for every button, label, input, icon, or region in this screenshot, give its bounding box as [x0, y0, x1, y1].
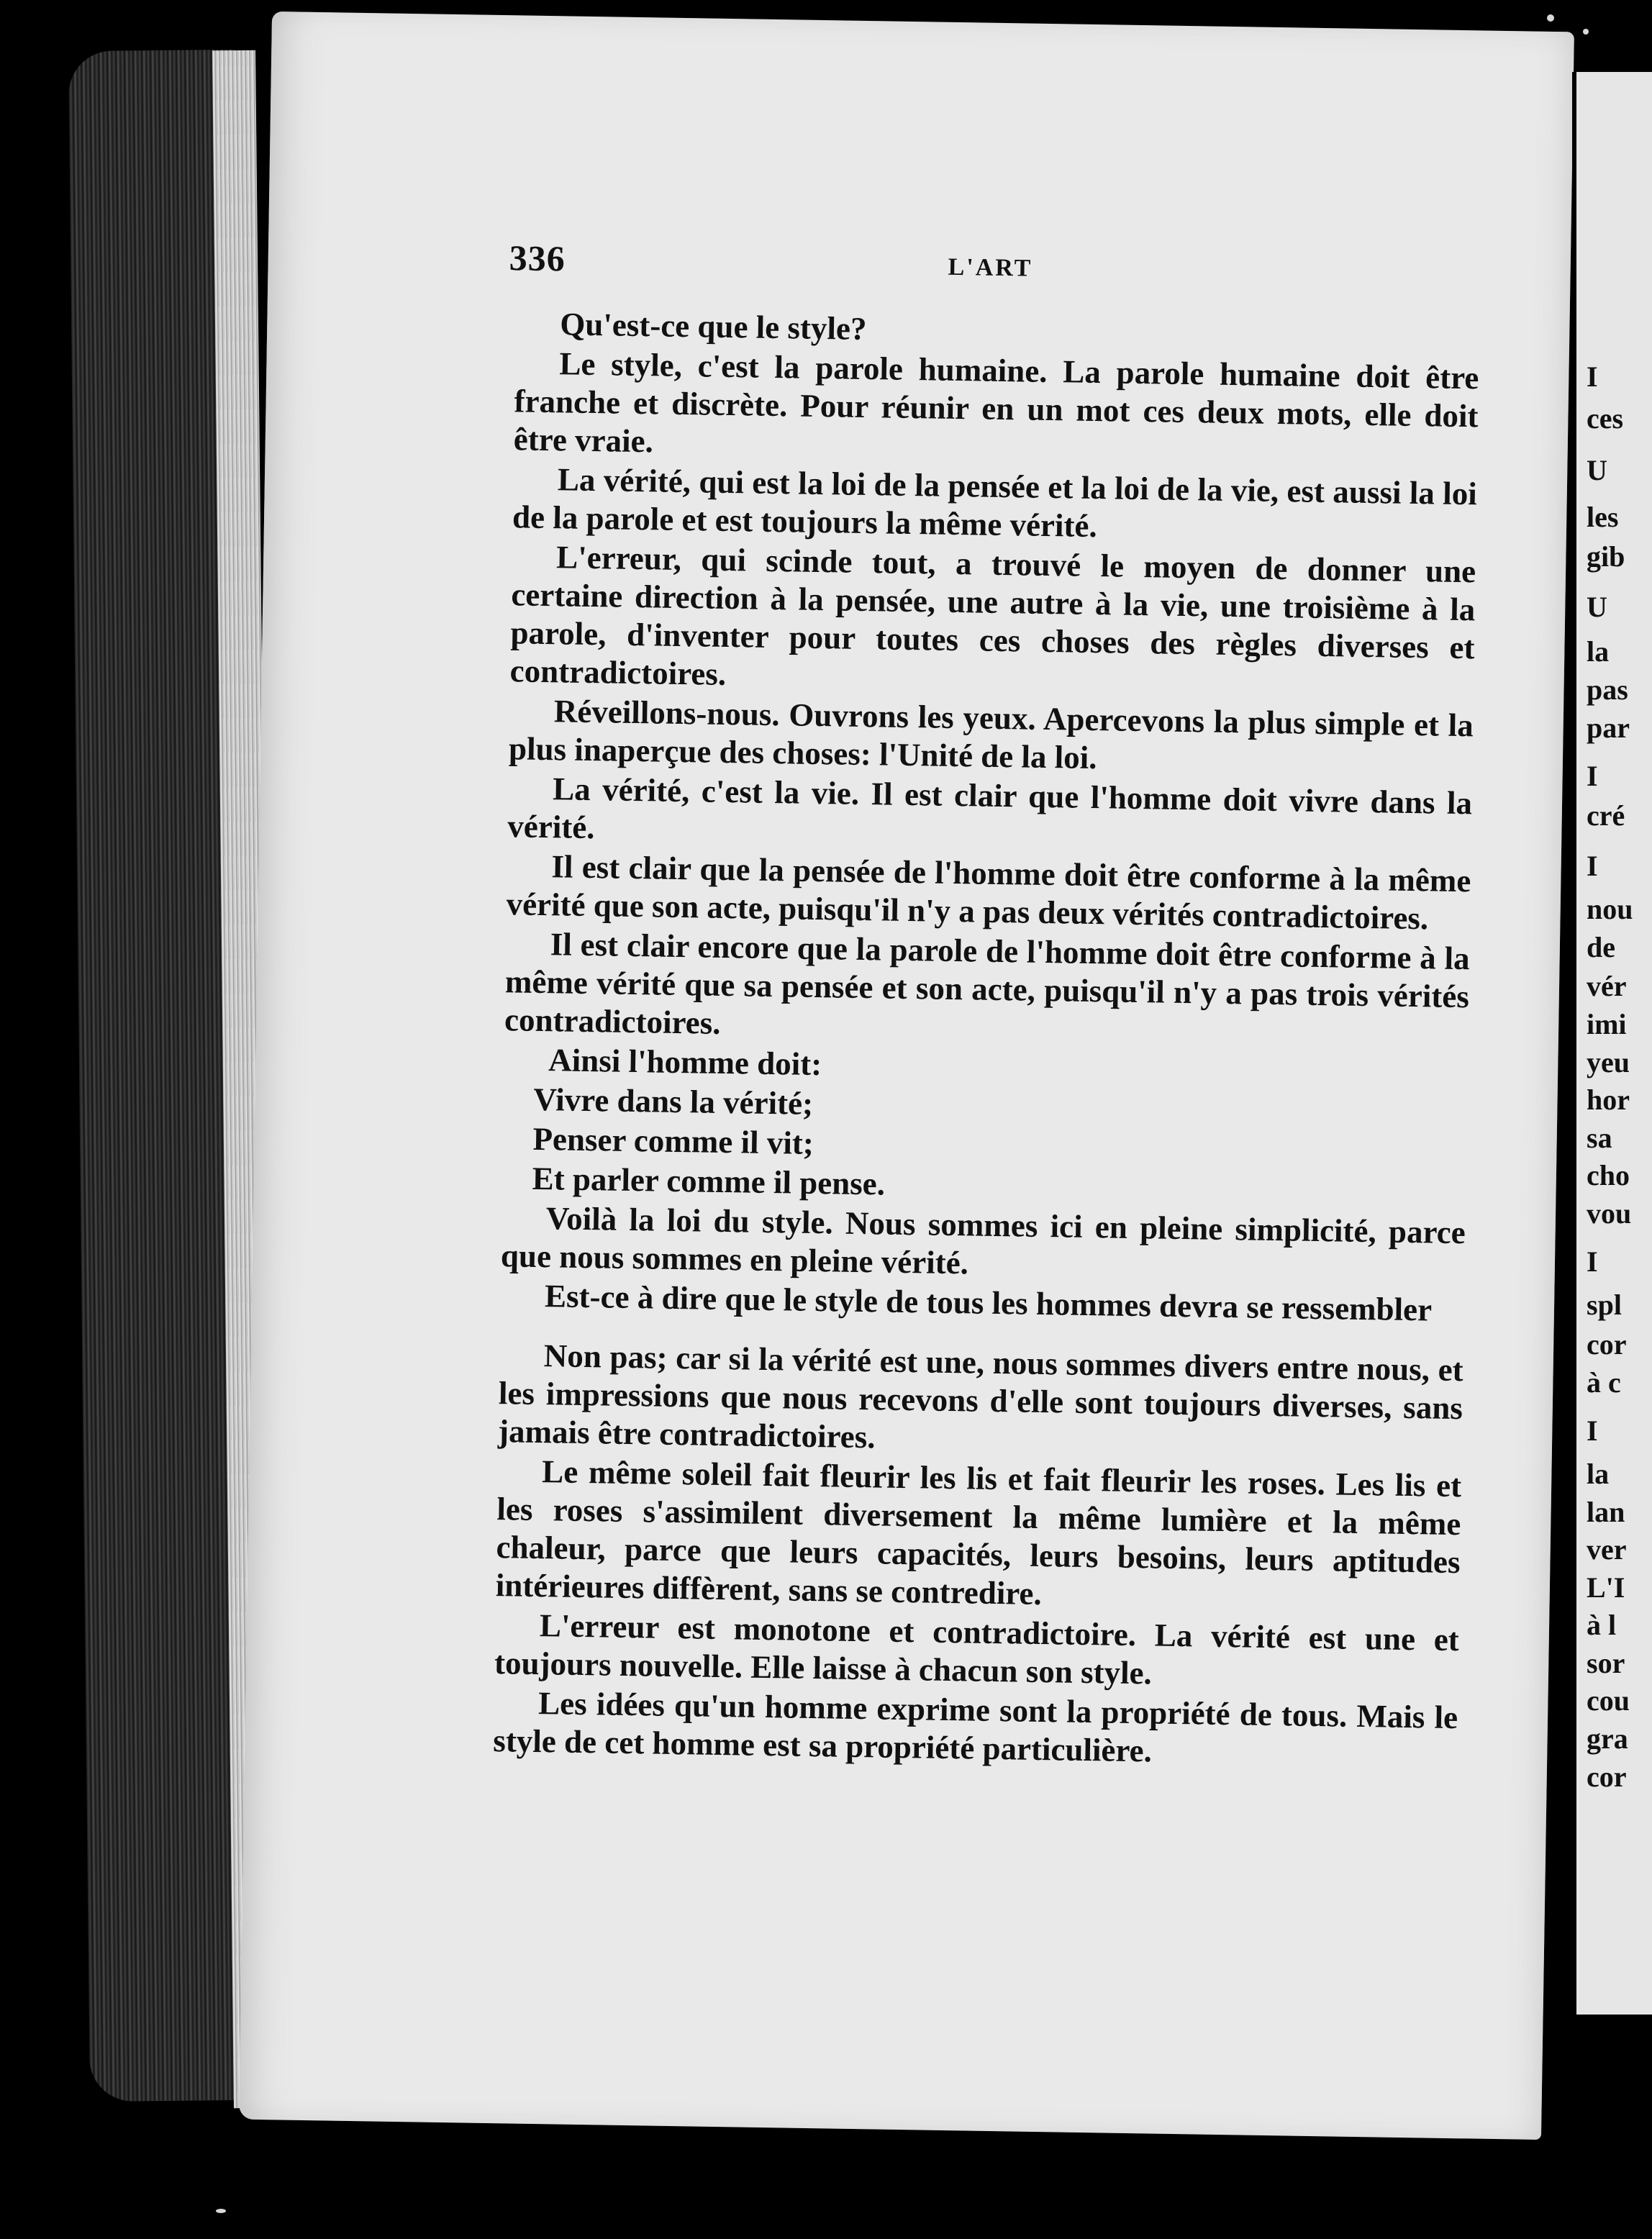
- fragment: la: [1587, 635, 1610, 668]
- paragraph: Voilà la loi du style. Nous sommes ici en pleine simplicité, parce que nous sommes en pleine vérité.: [500, 1200, 1466, 1281]
- fragment: I: [1587, 850, 1598, 882]
- fragment: lan: [1587, 1496, 1625, 1528]
- paragraph: Réveillons-nous. Ouvrons les yeux. Apercevons la plus simple et la plus inaperçue des choses: l'Unité de la loi.: [508, 693, 1474, 776]
- page-content: [493, 231, 1481, 1776]
- fragment: cou: [1587, 1684, 1630, 1717]
- fragment: gra: [1587, 1722, 1628, 1755]
- fragment: hor: [1587, 1084, 1630, 1116]
- fragment: imi: [1587, 1008, 1627, 1040]
- fragment: les: [1587, 501, 1619, 533]
- fragment: cor: [1587, 1328, 1627, 1361]
- fragment: yeu: [1587, 1046, 1630, 1078]
- fragment: ces: [1587, 402, 1624, 435]
- body-text: [493, 304, 1480, 1775]
- fragment: sa: [1587, 1122, 1612, 1154]
- page-number: 336: [509, 237, 566, 279]
- fragment: U: [1587, 591, 1607, 623]
- adjacent-page: [1572, 72, 1652, 2015]
- fragment: ver: [1587, 1533, 1627, 1566]
- fragment: L'I: [1587, 1571, 1625, 1604]
- fragment: sor: [1587, 1647, 1625, 1679]
- fragment: vér: [1587, 970, 1627, 1002]
- fragment: gib: [1587, 540, 1625, 573]
- paragraph: Non pas; car si la vérité est une, nous sommes divers entre nous, et les impressions que nous recevons d'elle sont toujours diverses, sans jamais être contradictoires.: [497, 1338, 1464, 1455]
- fragment: U: [1587, 454, 1607, 486]
- dust-speck: [216, 2209, 226, 2213]
- fragment: cor: [1587, 1761, 1627, 1793]
- fragment: nou: [1587, 893, 1633, 925]
- paragraph: Vivre dans la vérité;: [533, 1081, 814, 1122]
- fragment: spl: [1587, 1289, 1622, 1321]
- paragraph: L'erreur est monotone et contradictoire. La vérité est une et toujours nouvelle. Elle laisse à chacun son style.: [494, 1607, 1460, 1691]
- paragraph: Les idées qu'un homme exprime sont la propriété de tous. Mais le style de cet homme est sa propriété particulière.: [493, 1685, 1458, 1769]
- book-page: [239, 12, 1574, 2140]
- paragraph: Et parler comme il pense.: [532, 1160, 886, 1202]
- paragraph: Il est clair encore que la parole de l'homme doit être conforme à la même vérité que sa pensée et son acte, puisqu'il n'y a pas trois vérités contradictoires.: [504, 926, 1471, 1041]
- fragment: à l: [1587, 1609, 1617, 1641]
- paragraph: Penser comme il vit;: [532, 1120, 814, 1161]
- fragment: vou: [1587, 1197, 1632, 1230]
- fragment: cré: [1587, 799, 1625, 832]
- paragraph: La vérité, c'est la vie. Il est clair que l'homme doit vivre dans la vérité.: [507, 771, 1473, 846]
- fragment: I: [1587, 1414, 1598, 1447]
- fragment: la: [1587, 1458, 1610, 1490]
- paragraph: Le même soleil fait fleurir les lis et fait fleurir les roses. Les lis et les roses s'assimilent diversement la même lumière et la même chaleur, parce que leurs capacités, leurs besoins, leurs aptitudes intérieures diffèrent, sans se contredire.: [495, 1453, 1462, 1612]
- fragment: à c: [1587, 1366, 1621, 1399]
- fragment: cho: [1587, 1159, 1630, 1191]
- fragment: de: [1587, 931, 1615, 963]
- fragment: pas: [1587, 673, 1628, 706]
- paragraph: La vérité, qui est la loi de la pensée et la loi de la vie, est aussi la loi de la parole et est toujours la même vérité.: [512, 461, 1478, 545]
- fragment: I: [1587, 1245, 1598, 1278]
- fragment: I: [1587, 360, 1598, 393]
- paragraph: Est-ce à dire que le style de tous les hommes devra se ressembler: [544, 1278, 1433, 1328]
- dust-speck: [1583, 29, 1589, 35]
- paragraph: Ainsi l'homme doit:: [548, 1042, 822, 1083]
- paragraph: L'erreur, qui scinde tout, a trouvé le moyen de donner une certaine direction à la pensée, une autre à la vie, une troisième à la parole, d'inventer pour toutes ces choses des règles diverses et contradictoires.: [509, 539, 1476, 692]
- paragraph: Qu'est-ce que le style?: [559, 306, 867, 347]
- running-head: [509, 231, 1481, 311]
- dust-speck: [1547, 14, 1554, 22]
- fragment: I: [1587, 760, 1598, 792]
- paragraph: Le style, c'est la parole humaine. La parole humaine doit être franche et discrète. Pour réunir en un mot ces deux mots, elle doit être vraie.: [513, 345, 1479, 460]
- fragment: par: [1587, 712, 1630, 744]
- running-title: L'ART: [948, 253, 1033, 282]
- paragraph: Il est clair que la pensée de l'homme doit être conforme à la même vérité que son acte, puisqu'il n'y a pas deux vérités contradictoires.: [506, 848, 1471, 937]
